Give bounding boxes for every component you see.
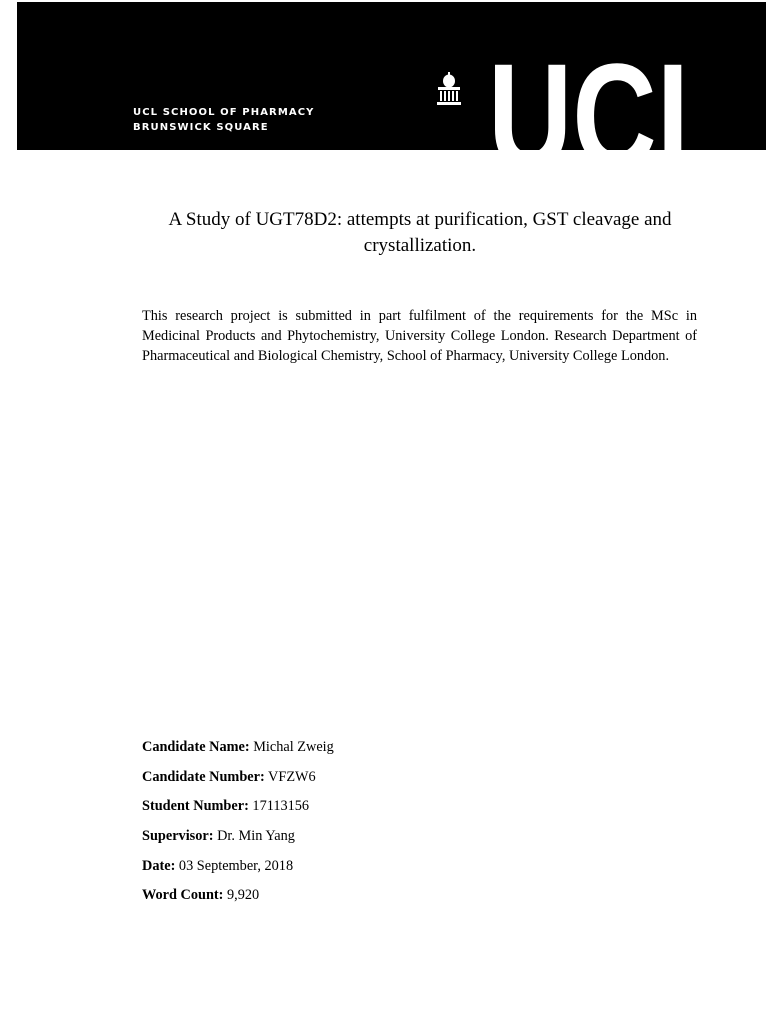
detail-value: VFZW6 [268,768,316,785]
detail-label: Word Count: [142,887,224,904]
ucl-logo [488,32,728,200]
student-number-row [142,796,334,826]
detail-label: Supervisor: [142,828,214,845]
detail-value: 17113156 [252,798,310,815]
detail-value: 03 September, 2018 [178,857,294,874]
word-count-row [142,885,334,915]
candidate-details [142,737,334,915]
detail-label: Candidate Name: [142,739,250,755]
detail-label: Candidate Number: [142,768,265,785]
detail-value: Dr. Min Yang [217,828,295,845]
supervisor-row [142,826,334,856]
detail-value: 9,920 [227,887,260,904]
ucl-logo-text: UCL [488,32,728,200]
portico-icon [434,71,464,109]
date-row [142,856,334,886]
detail-label: Student Number: [142,798,249,815]
detail-value: Michal Zweig [253,739,334,755]
school-name: UCL SCHOOL OF PHARMACY [133,107,315,118]
candidate-name-row [142,737,334,767]
detail-label: Date: [142,857,176,874]
document-title: A Study of UGT78D2: attempts at purification, GST cleavage and crystallization. [168,209,672,256]
submission-statement: This research project is submitted in part fulfilment of the requirements for the MSc in Medicinal Products and Phytochemistry, University College London. Research Department of Pharmaceutical and Biological Chemistry, School of Pharmacy, University College London. [142,308,697,364]
candidate-number-row [142,767,334,797]
school-address: BRUNSWICK SQUARE [133,122,269,133]
